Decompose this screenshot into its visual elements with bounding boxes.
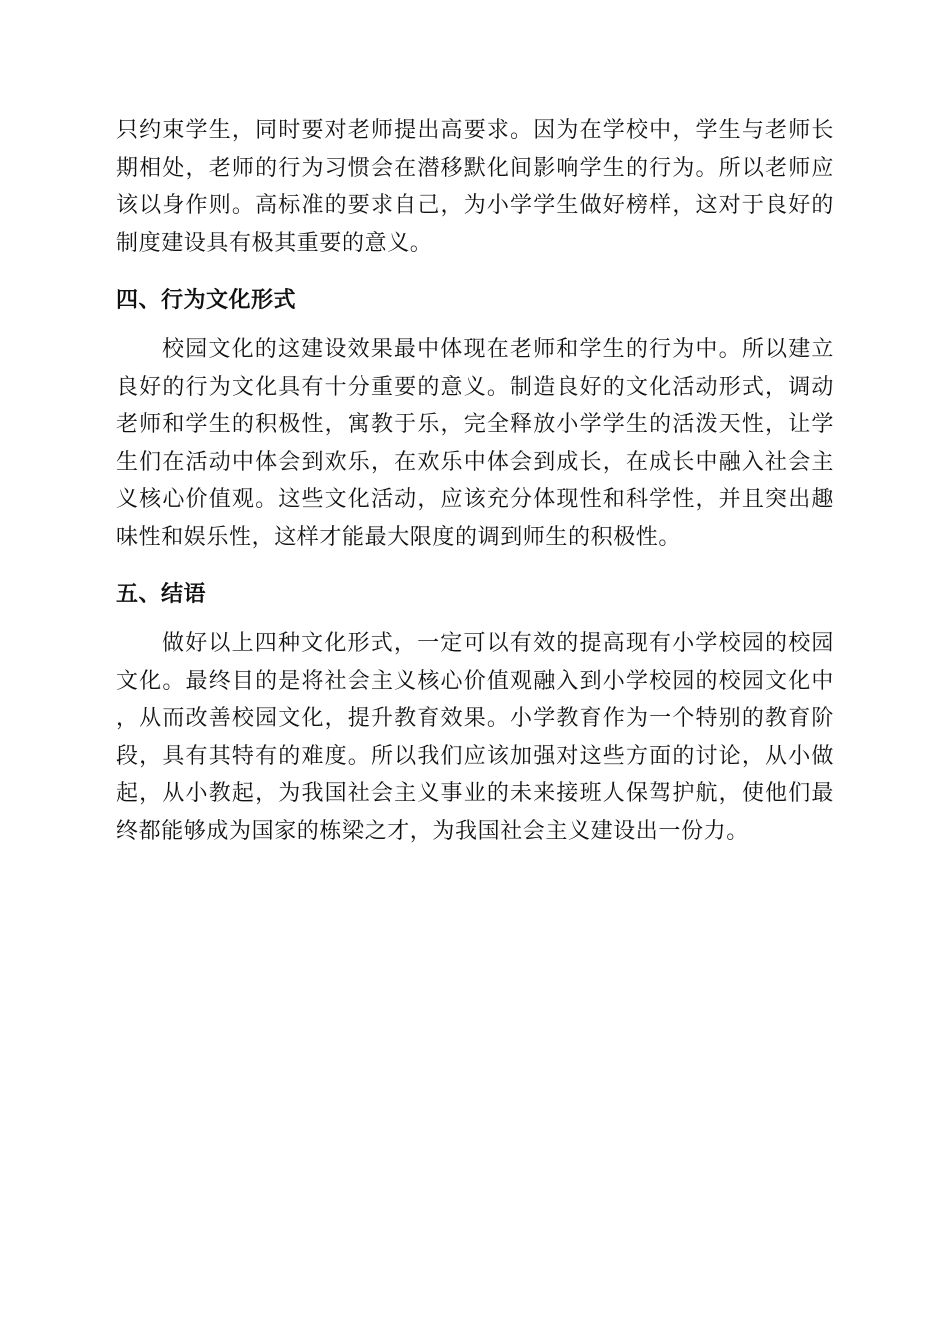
document-body — [116, 112, 834, 850]
paragraph-continued: 只约束学生，同时要对老师提出高要求。因为在学校中，学生与老师长期相处，老师的行为习惯会在潜移默化间影响学生的行为。所以老师应该以身作则。高标准的要求自己，为小学学生做好榜样，这对于良好的制度建设具有极其重要的意义。 — [116, 118, 834, 256]
paragraph-conclusion: 做好以上四种文化形式，一定可以有效的提高现有小学校园的校园文化。最终目的是将社会主义核心价值观融入到小学校园的校园文化中，从而改善校园文化，提升教育效果。小学教育作为一个特别的教育阶段，具有其特有的难度。所以我们应该加强对这些方面的讨论，从小做起，从小教起，为我国社会主义事业的未来接班人保驾护航，使他们最终都能够成为国家的栋梁之才，为我国社会主义建设出一份力。 — [116, 631, 834, 844]
section-heading-conclusion: 五、结语 — [116, 582, 207, 607]
paragraph-behavior-culture: 校园文化的这建设效果最中体现在老师和学生的行为中。所以建立良好的行为文化具有十分重要的意义。制造良好的文化活动形式，调动老师和学生的积极性，寓教于乐，完全释放小学学生的活泼天性，让学生们在活动中体会到欢乐，在欢乐中体会到成长，在成长中融入社会主义核心价值观。这些文化活动，应该充分体现性和科学性，并且突出趣味性和娱乐性，这样才能最大限度的调到师生的积极性。 — [116, 337, 834, 550]
section-heading-behavior-culture: 四、行为文化形式 — [116, 288, 297, 313]
